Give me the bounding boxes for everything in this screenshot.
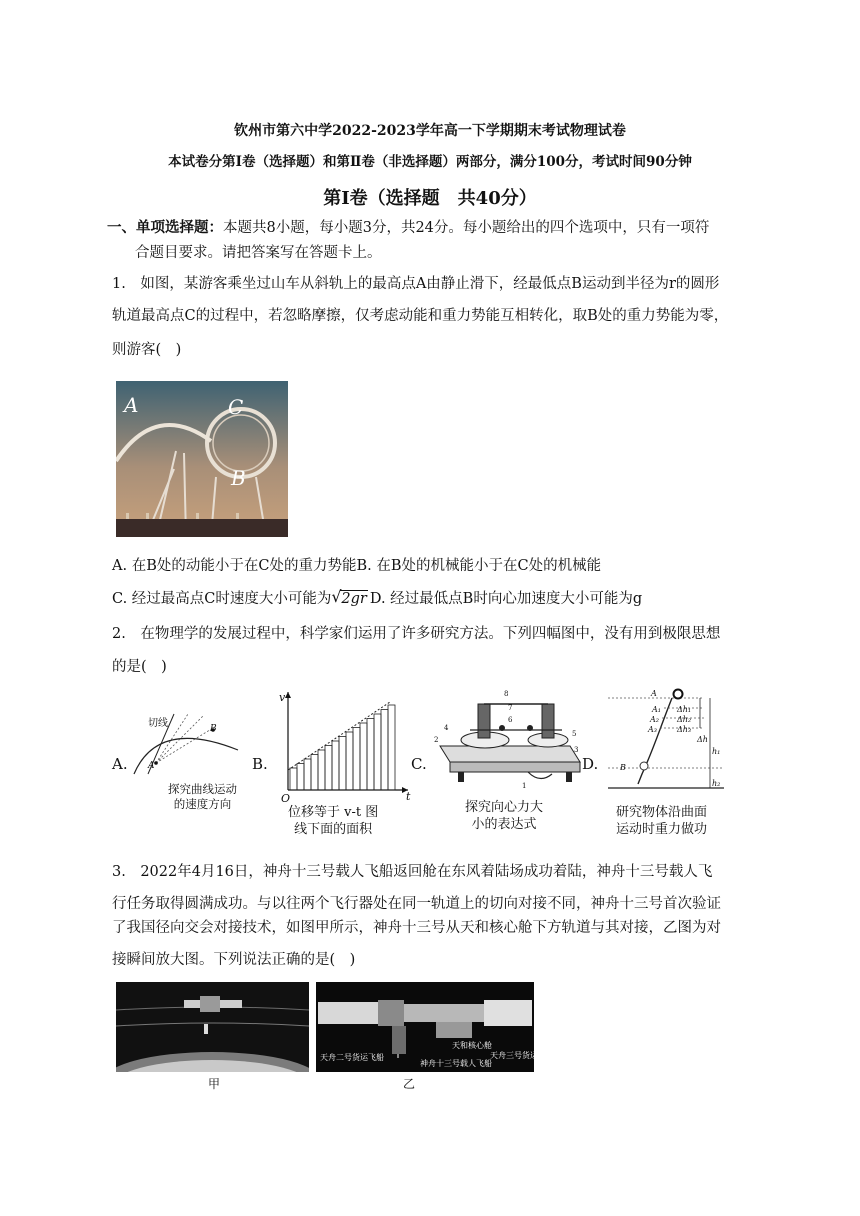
svg-text:6: 6 [508, 716, 513, 724]
vt-bar [388, 705, 395, 790]
svg-text:2: 2 [434, 736, 439, 744]
centripetal-apparatus [430, 690, 582, 790]
q2-option-b-letter: B. [252, 755, 268, 773]
d-label-a3: A₃ [648, 725, 657, 734]
section-heading: 一、单项选择题： [107, 219, 223, 236]
section-instructions-cont: 合题目要求。请把答案写在答题卡上。 [135, 245, 382, 261]
caption-yi: 乙 [403, 1077, 416, 1091]
q1-options-cd [112, 589, 642, 609]
yi-label-shenzhou13: 神舟十三号载人飞船 [420, 1059, 492, 1068]
d-label-b: B [620, 763, 626, 772]
yi-label-tianzhou2: 天舟二号货运飞船 [320, 1053, 384, 1062]
q1-option-b: B. 在B处的机械能小于在C处的机械能 [356, 558, 602, 574]
svg-text:8: 8 [504, 690, 509, 698]
exam-title: 钦州市第六中学2022-2023学年高一下学期期末考试物理试卷 [234, 123, 626, 139]
q2-option-d-caption: 研究物体沿曲面 运动时重力做功 [616, 805, 708, 837]
q1-stem-line2: 轨道最高点C的过程中，若忽略摩擦，仅考虑动能和重力势能互相转化，取B处的重力势能为零， [112, 308, 729, 324]
q1-stem-line3: 则游客( ) [112, 342, 182, 358]
yi-label-tianzhou3: 天舟三号货运飞船 [490, 1051, 554, 1060]
tangent-diagram [128, 708, 243, 778]
photo-label-b: B [231, 466, 246, 490]
vt-bar [332, 741, 339, 790]
sqrt-expression: √ 2gr [331, 587, 367, 607]
q3-stem-line1: 3. 2022年4月16日，神舟十三号载人飞船返回舱在东风着陆场成功着陆，神舟十三号载人飞 [112, 864, 713, 880]
vt-bar [318, 750, 325, 790]
q3-stem-line2: 行任务取得圆满成功。与以往两个飞行器处在同一轨道上的切向对接不同，神舟十三号首次验证 [112, 896, 721, 912]
q2-option-b-caption: 位移等于 v-t 图 线下面的面积 [288, 805, 379, 837]
d-label-dh: Δh [697, 735, 708, 744]
vt-bar [297, 764, 304, 791]
q2-option-c-caption: 探究向心力大 小的表达式 [465, 800, 544, 832]
docking-photo-jia [116, 982, 309, 1072]
point-b-label: B [210, 724, 217, 734]
photo-label-a: A [124, 393, 139, 417]
svg-text:7: 7 [508, 704, 513, 712]
vt-graph [274, 688, 412, 794]
section-instructions: 一、单项选择题：本题共8小题，每小题3分，共24分。每小题给出的四个选项中，只有一项符 [107, 219, 710, 236]
vt-bar [374, 714, 381, 790]
q1-option-c: C. 经过最高点C时速度大小可能为 [112, 591, 332, 607]
d-label-a2: A₂ [650, 715, 659, 724]
point-a-label: A [148, 761, 155, 771]
d-label-h1: h₁ [712, 747, 721, 756]
svg-text:1: 1 [522, 782, 527, 790]
d-label-a1: A₁ [652, 705, 661, 714]
vt-bar [290, 768, 297, 790]
q1-option-d: D. 经过最低点B时向心加速度大小可能为g [369, 591, 643, 607]
q3-stem-line3: 了我国径向交会对接技术，如图甲所示，神舟十三号从天和核心舱下方轨道与其对接，乙图为对 [112, 920, 721, 936]
q2-option-d-letter: D. [582, 755, 599, 773]
t-axis-label: t [406, 790, 411, 803]
q2-option-c-letter: C. [411, 755, 427, 773]
exam-subtitle: 本试卷分第Ⅰ卷（选择题）和第Ⅱ卷（非选择题）两部分，满分100分，考试时间90分钟 [168, 154, 692, 170]
v-axis-label: v [279, 691, 286, 704]
q2-stem-line1: 2. 在物理学的发展过程中，科学家们运用了许多研究方法。下列四幅图中，没有用到极限思想 [112, 626, 721, 642]
vt-bar [381, 710, 388, 791]
d-label-h2: h₂ [712, 779, 721, 788]
q2-stem-line2: 的是( ) [112, 659, 167, 675]
vt-bar [339, 737, 346, 791]
d-label-dh3: Δh₃ [677, 725, 692, 734]
svg-text:3: 3 [574, 746, 579, 754]
roller-coaster-photo [116, 381, 288, 537]
caption-jia: 甲 [208, 1077, 221, 1091]
vt-bar [353, 728, 360, 791]
q3-stem-line4: 接瞬间放大图。下列说法正确的是( ) [112, 952, 356, 968]
d-label-dh2: Δh₂ [677, 715, 692, 724]
tangent-label: 切线 [148, 718, 168, 729]
svg-text:5: 5 [572, 730, 577, 738]
q1-option-a: A. 在B处的动能小于在C处的重力势能 [112, 558, 357, 574]
vt-bar [304, 759, 311, 790]
vt-bar [367, 719, 374, 791]
q2-option-a-caption: 探究曲线运动 的速度方向 [168, 782, 237, 811]
q1-stem-line1: 1. 如图，某游客乘坐过山车从斜轨上的最高点A由静止滑下，经最低点B运动到半径为r的圆形 [112, 276, 720, 292]
origin-label: O [281, 792, 291, 805]
d-label-a: A [651, 689, 657, 698]
vt-bar [325, 746, 332, 791]
vt-bar [311, 755, 318, 791]
vt-bar [346, 732, 353, 790]
svg-text:4: 4 [444, 724, 449, 732]
q2-option-a-letter: A. [112, 755, 128, 773]
vt-bar [360, 723, 367, 790]
part-title: 第Ⅰ卷（选择题 共40分） [323, 188, 537, 209]
d-label-dh1: Δh₁ [677, 705, 692, 714]
yi-label-tianhe: 天和核心舱 [452, 1041, 492, 1050]
q1-options-ab [112, 556, 601, 576]
photo-label-c: C [228, 395, 244, 419]
